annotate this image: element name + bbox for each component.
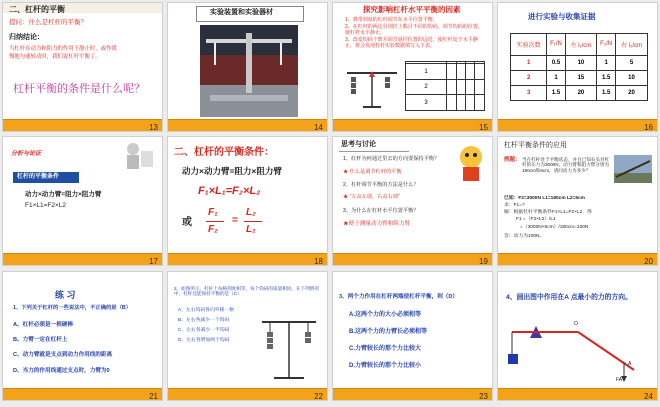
main-question: 杠杆平衡的条件是什么呢？ — [13, 83, 145, 95]
example-label: 例题： — [504, 157, 521, 163]
col-header: F₁/N — [547, 34, 565, 56]
table-cell: 1.5 — [547, 85, 565, 100]
slide-number: 16 — [644, 123, 653, 131]
slide-footer — [168, 119, 327, 131]
slide-24[interactable] — [498, 272, 657, 400]
slide-footer — [3, 119, 162, 131]
lever-diagram — [345, 61, 399, 111]
lever-photo — [614, 155, 652, 183]
slide-21[interactable] — [3, 272, 162, 400]
question-2: 2、杠杆调节平衡的方法是什么？ — [343, 182, 419, 188]
slide-14[interactable] — [168, 3, 327, 131]
slide-number: 19 — [479, 257, 488, 265]
slide-number: 23 — [479, 392, 488, 400]
table-cell: 2 — [511, 70, 547, 85]
lever-diagram — [258, 308, 320, 382]
slide-18[interactable] — [168, 137, 327, 265]
cartoon-icon — [455, 143, 487, 183]
table-cell: 15 — [565, 70, 596, 85]
option-a: A、左右钩码各向外移一格 — [178, 308, 234, 313]
slide-number: 13 — [149, 123, 158, 131]
slide-footer — [168, 253, 327, 265]
option-b: B、力臂一定在杠杆上 — [13, 337, 68, 343]
option-d: D.力臂较长的那个力比较小 — [349, 363, 422, 369]
conclusion-line-2: 慢地匀速转动时，我们说杠杆平衡了。 — [9, 54, 101, 60]
table-cell: 5 — [616, 55, 648, 70]
solve-text: 解：根据杠杆平衡条件F1×L1=F2×L2，得 — [504, 210, 592, 215]
fraction-l1: L₁ — [246, 224, 256, 235]
slide-footer — [3, 253, 162, 265]
option-c: C、左右各减少一半钩码 — [178, 328, 230, 333]
col-header: 右 l₂/cm — [616, 34, 648, 56]
option-b: B、左右各减少一个钩码 — [178, 318, 230, 323]
slide-title: 思考与讨论 — [341, 141, 376, 148]
rule-formula: F₁×L₁=F₂×L₂ — [198, 185, 261, 197]
slide-number: 15 — [479, 123, 488, 131]
pivot-label: O — [574, 321, 578, 327]
slide-footer — [333, 119, 492, 131]
slide-number: 14 — [314, 123, 323, 131]
section-tag: 分析与论证 — [11, 151, 42, 157]
slide-22[interactable] — [168, 272, 327, 400]
slide-footer — [498, 253, 657, 265]
apparatus-photo — [200, 25, 298, 117]
slide-title: 进行实验与收集证据 — [528, 12, 596, 21]
data-table: 1 2 3 — [405, 61, 485, 111]
slide-number: 20 — [644, 257, 653, 265]
or-label: 或 — [182, 217, 192, 228]
option-d: D、当力的作用线通过支点时，力臂为0 — [13, 368, 110, 374]
question-text: 2、如图所示，杠杆上每格刻度相等，每个钩码的质量相同，在下列情况中，杠杆还能保持平衡的是（C） — [174, 286, 319, 297]
slide-title: 探究影响杠杆水平平衡的因素 — [363, 5, 461, 14]
rule-symbols: F1×L1=F2×L2 — [25, 202, 67, 209]
option-c: C、动力臂就是支点到动力作用线的距离 — [13, 352, 113, 358]
table-cell: 1 — [547, 70, 565, 85]
question-text: 1、下列关于杠杆的一些说法中，不正确的是（B） — [13, 305, 132, 311]
solve-step-1: F1 =（F2×L2）/L1 — [516, 217, 556, 222]
table-cell: 10 — [616, 70, 648, 85]
col-header: 实验次数 — [511, 34, 547, 56]
fraction-l2: L₂ — [246, 207, 256, 218]
table-cell: 10 — [565, 55, 596, 70]
option-a: A.这两个力的大小必须相等 — [349, 312, 422, 318]
table-cell: 1.5 — [597, 85, 616, 100]
question-text: 3、两个力作用在杠杆两端使杠杆平衡，则（D） — [339, 294, 459, 300]
answer-1: ★ 什么是调节杠杆的平衡 — [343, 169, 402, 175]
equals-sign: = — [232, 215, 238, 226]
col-header: 左 l₁/cm — [565, 34, 596, 56]
slide-number: 24 — [644, 392, 653, 400]
find-text: 求：F1=? — [504, 203, 525, 208]
point-label: A — [628, 361, 632, 367]
slide-15[interactable] — [333, 3, 492, 131]
conclusion-line-1: 当杠杆在动力和阻力的作用下静止时，或作缓 — [9, 46, 117, 52]
question-3: 3、为什么在杠杆水平位置平衡？ — [343, 208, 419, 214]
option-b: B.这两个力的力臂长必须相等 — [349, 329, 428, 335]
slide-title: 实验装置和实验器材 — [210, 9, 273, 16]
force-label: FA — [616, 377, 623, 383]
slide-title: 练 习 — [55, 290, 76, 300]
thinker-icon — [121, 141, 155, 171]
slide-title: 二、杠杆的平衡 — [9, 5, 65, 14]
slide-footer — [498, 388, 657, 400]
slide-footer — [333, 388, 492, 400]
rule-words: 动力×动力臂=阻力×阻力臂 — [182, 166, 282, 176]
table-cell: 1 — [511, 55, 547, 70]
slide-20[interactable] — [498, 137, 657, 265]
answer-3: ★便于测量动力臂和阻力臂 — [343, 221, 411, 227]
slide-number: 17 — [149, 257, 158, 265]
slide-13[interactable] — [3, 3, 162, 131]
table-cell: 20 — [565, 85, 596, 100]
slide-number: 22 — [314, 392, 323, 400]
fraction-f2: F₂ — [208, 224, 218, 235]
slide-19[interactable] — [333, 137, 492, 265]
slide-footer — [168, 388, 327, 400]
table-cell: 0.5 — [547, 55, 565, 70]
col-header: F₂/N — [597, 34, 616, 56]
results-table — [510, 33, 648, 101]
fraction-bar-right — [244, 221, 262, 222]
question-text: 提问：什么是杠杆的平衡？ — [9, 19, 87, 26]
slide-title: 杠杆平衡条件的应用 — [504, 142, 567, 149]
solve-step-2: =（3000N×6cm）/180cm=100N — [520, 225, 589, 230]
slide-16[interactable] — [498, 3, 657, 131]
table-cell: 1 — [597, 55, 616, 70]
option-a: A、杠杆必须是一根硬棒 — [13, 322, 73, 328]
conclusion-tag: 杠杆的平衡条件 — [17, 174, 60, 180]
option-d: D、左右各增加两个钩码 — [178, 338, 230, 343]
table-cell: 1.5 — [597, 70, 616, 85]
answer-text: 答：动力为100N。 — [504, 234, 545, 239]
slide-number: 21 — [149, 392, 158, 400]
question-1: 1、红杆为何通过里去的方向要保持平衡？ — [343, 156, 440, 162]
fraction-f1: F₁ — [208, 207, 218, 218]
question-text: 4、画出图中作用在A 点最小的力的方向。 — [506, 294, 632, 301]
slide-23[interactable] — [333, 272, 492, 400]
fraction-bar-left — [206, 221, 224, 222]
example-text: 当在杠杆处于平衡状态，并且已知石头对杠杆的压力为3000N，动力臂和阻力臂分别为180cm和6cm，请问动力为多少？ — [522, 157, 610, 173]
slide-number: 18 — [314, 257, 323, 265]
option-c: C.力臂较长的那个力比较大 — [349, 346, 422, 352]
step-1: 1、将带刻度的杠杆调节在水平位置平衡。 — [345, 17, 438, 23]
rule-words: 动力×动力臂=阻力×阻力臂 — [25, 191, 102, 198]
answer-2: ★ “左高左调，右高右调” — [343, 194, 400, 200]
slide-footer — [333, 253, 492, 265]
table-cell: 20 — [616, 85, 648, 100]
known-values: 已知：F2=3000N L1=180cm L2=6cm — [504, 196, 585, 201]
slide-title: 二、杠杆的平衡条件： — [174, 147, 274, 158]
slide-17[interactable] — [3, 137, 162, 265]
bent-lever-diagram — [508, 322, 648, 384]
slide-footer — [498, 119, 657, 131]
step-2: 2、在杠杆的两边分别挂上数目不同的钩码，调节钩码的位置，使杠杆水平静止。 — [345, 24, 483, 36]
step-3: 3、改变钩码个数并调节悬挂位置的远近，使杠杆处于水平静止，将会发现杠杆实验数据填写入下表。 — [345, 37, 478, 49]
conclusion-label: 归纳结论： — [9, 34, 44, 41]
slide-footer — [3, 388, 162, 400]
table-cell: 3 — [511, 85, 547, 100]
